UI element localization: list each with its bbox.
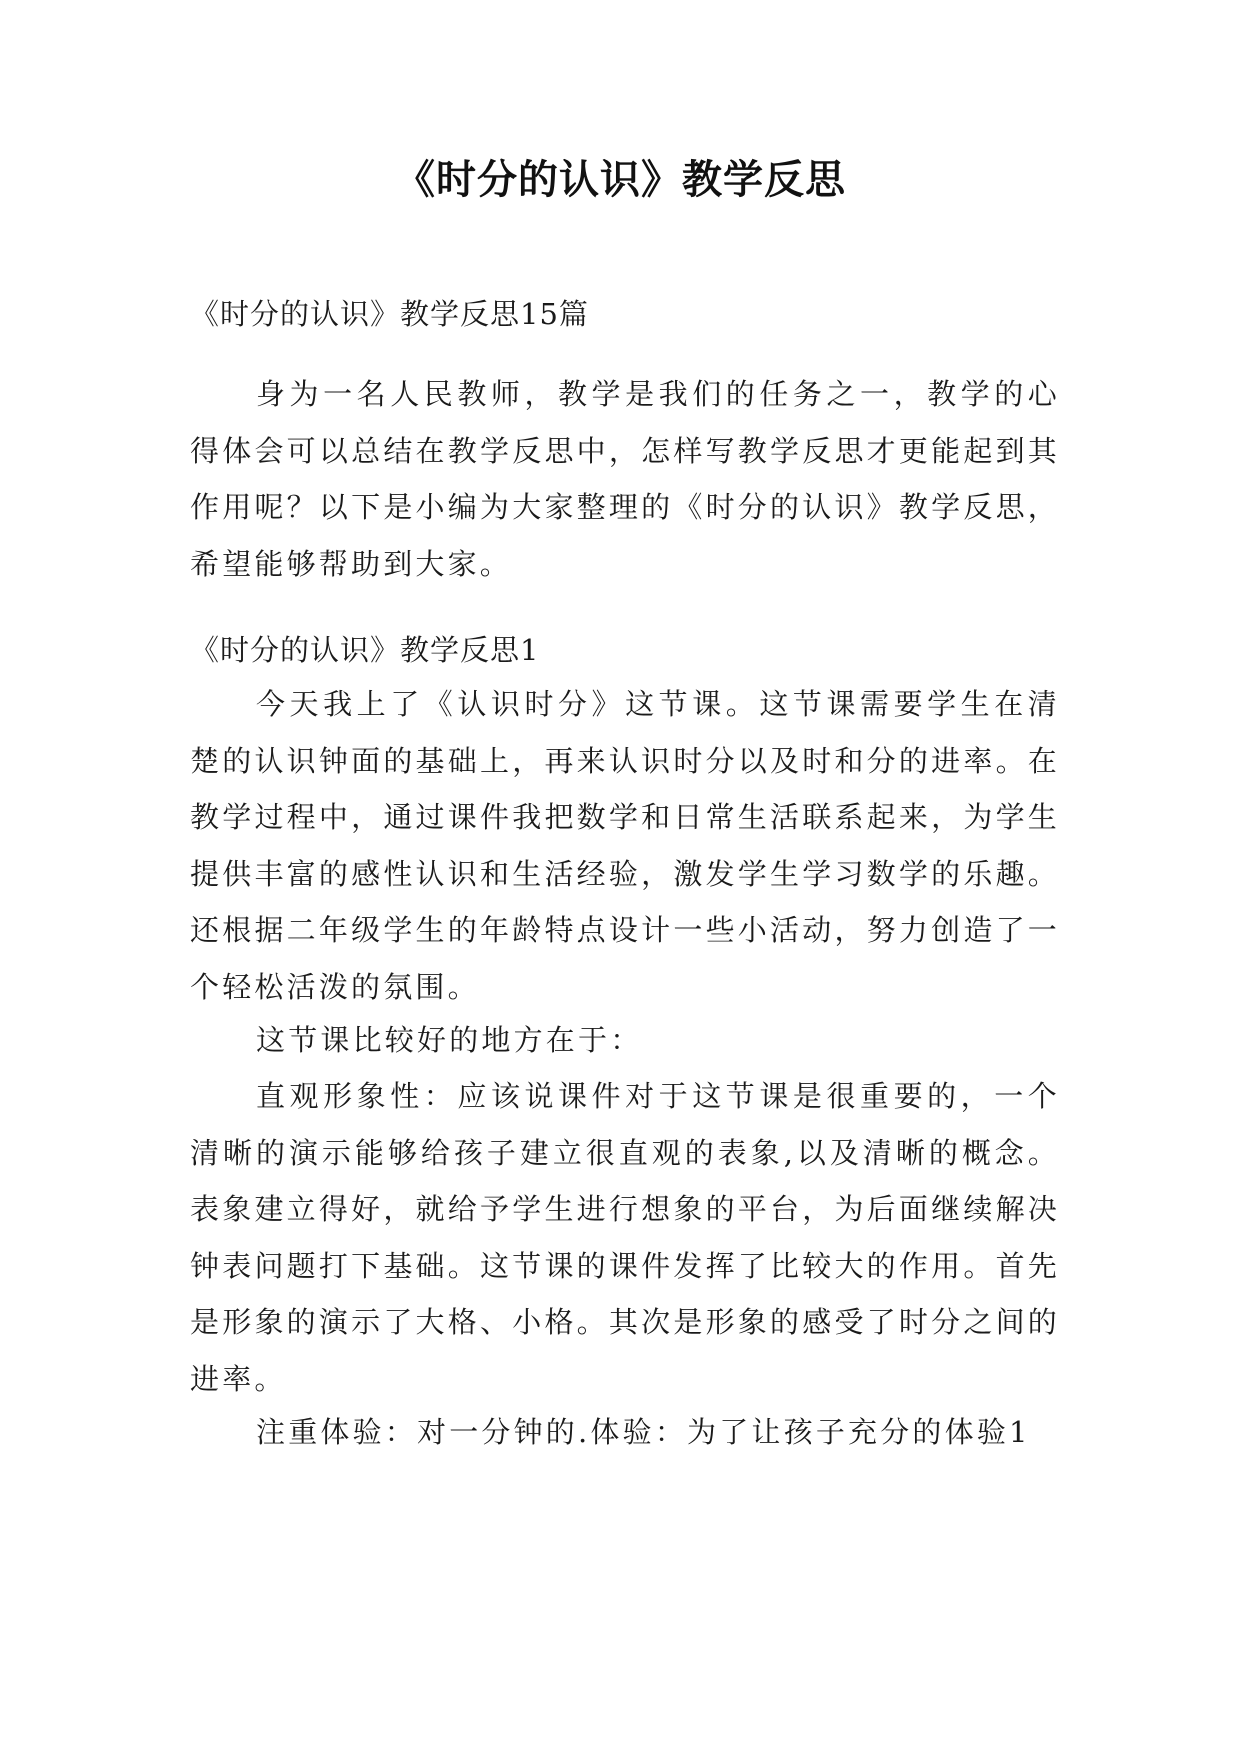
intro-paragraph: 身为一名人民教师，教学是我们的任务之一，教学的心得体会可以总结在教学反思中，怎样写教学反思才更能起到其作用呢？以下是小编为大家整理的《时分的认识》教学反思，希望能够帮助到大家。 — [190, 377, 1060, 581]
body-paragraph: 注重体验：对一分钟的.体验：为了让孩子充分的体验1 — [256, 1415, 1031, 1449]
section-heading: 《时分的认识》教学反思1 — [190, 633, 540, 667]
document-title: 《时分的认识》教学反思 — [395, 157, 846, 203]
body-paragraph: 这节课比较好的地方在于： — [256, 1023, 643, 1057]
body-paragraph: 直观形象性：应该说课件对于这节课是很重要的，一个清晰的演示能够给孩子建立很直观的表象,以及清晰的概念。表象建立得好，就给予学生进行想象的平台，为后面继续解决钟表问题打下基础。这节课的课件发挥了比较大的作用。首先是形象的演示了大格、小格。其次是形象的感受了时分之间的进率。 — [190, 1079, 1060, 1396]
body-paragraph: 今天我上了《认识时分》这节课。这节课需要学生在清楚的认识钟面的基础上，再来认识时分以及时和分的进率。在教学过程中，通过课件我把数学和日常生活联系起来，为学生提供丰富的感性认识和生活经验，激发学生学习数学的乐趣。还根据二年级学生的年龄特点设计一些小活动，努力创造了一个轻松活泼的氛围。 — [190, 687, 1060, 1004]
document-subtitle: 《时分的认识》教学反思15篇 — [190, 297, 589, 331]
